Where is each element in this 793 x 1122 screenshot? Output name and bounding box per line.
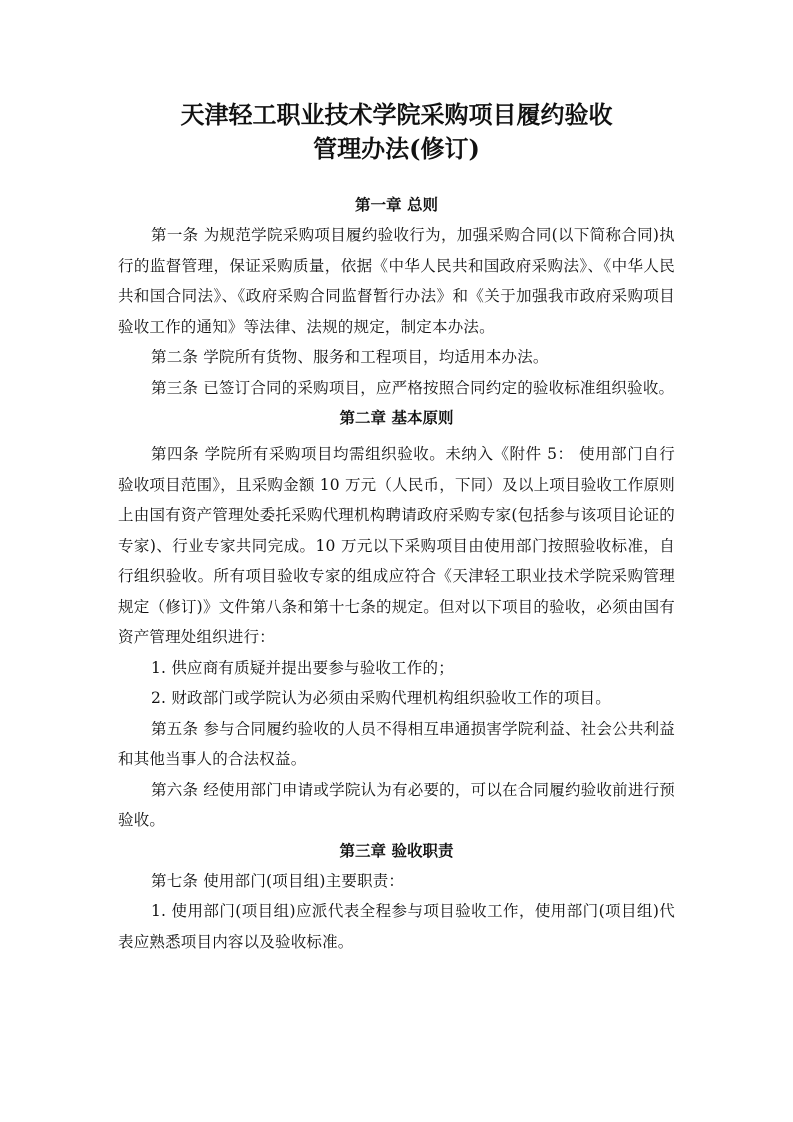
article-3: 第三条 已签订合同的采购项目，应严格按照合同约定的验收标准组织验收。 (151, 378, 675, 397)
article-7-item-1: 1. 使用部门(项目组)应派代表全程参与项目验收工作，使用部门(项目组)代表应熟悉项目内容以及验收标准。 (118, 902, 675, 951)
document-title-line-2: 管理办法(修订) (313, 134, 480, 163)
article-6: 第六条 经使用部门申请或学院认为有必要的，可以在合同履约验收前进行预验收。 (118, 780, 675, 829)
article-5: 第五条 参与合同履约验收的人员不得相互串通损害学院利益、社会公共利益和其他当事人的合法权益。 (118, 719, 675, 768)
article-7: 第七条 使用部门(项目组)主要职责： (151, 871, 405, 890)
chapter-1-heading: 第一章 总则 (355, 195, 438, 214)
chapter-3-heading: 第三章 验收职责 (339, 840, 454, 860)
document-title-line-1: 天津轻工职业技术学院采购项目履约验收 (180, 100, 613, 129)
article-4-item-1: 1. 供应商有质疑并提出要参与验收工作的； (151, 658, 454, 677)
article-4-item-2: 2. 财政部门或学院认为必须由采购代理机构组织验收工作的项目。 (151, 689, 611, 707)
article-2: 第二条 学院所有货物、服务和工程项目，均适用本办法。 (151, 348, 549, 366)
chapter-2-heading: 第二章 基本原则 (339, 408, 454, 427)
article-4: 第四条 学院所有采购项目均需组织验收。未纳入《附件 5： 使用部门自行验收项目范围》，且采购金额 10 万元（人民币，下同）及以上项目验收工作原则上由国有资产管理处委托采购代理机构聘请政府采购专家(包括参与该项目论证的专家)、行业专家共同完成。10 万元以下采购项目由使用部门按照验收标准，自行组织验收。所有项目验收专家的组成应符合《天津轻工职业技术学院采购管理规定（修订)》文件第八条和第十七条的规定。但对以下项目的验收，必须由国有资产管理处组织进行： (118, 445, 675, 646)
article-1: 第一条 为规范学院采购项目履约验收行为，加强采购合同(以下简称合同)执行的监督管理，保证采购质量，依据《中华人民共和国政府采购法》、《中华人民共和国合同法》、《政府采购合同监督暂行办法》和《关于加强我市政府采购项目验收工作的通知》等法律、法规的规定，制定本办法。 (118, 226, 675, 336)
